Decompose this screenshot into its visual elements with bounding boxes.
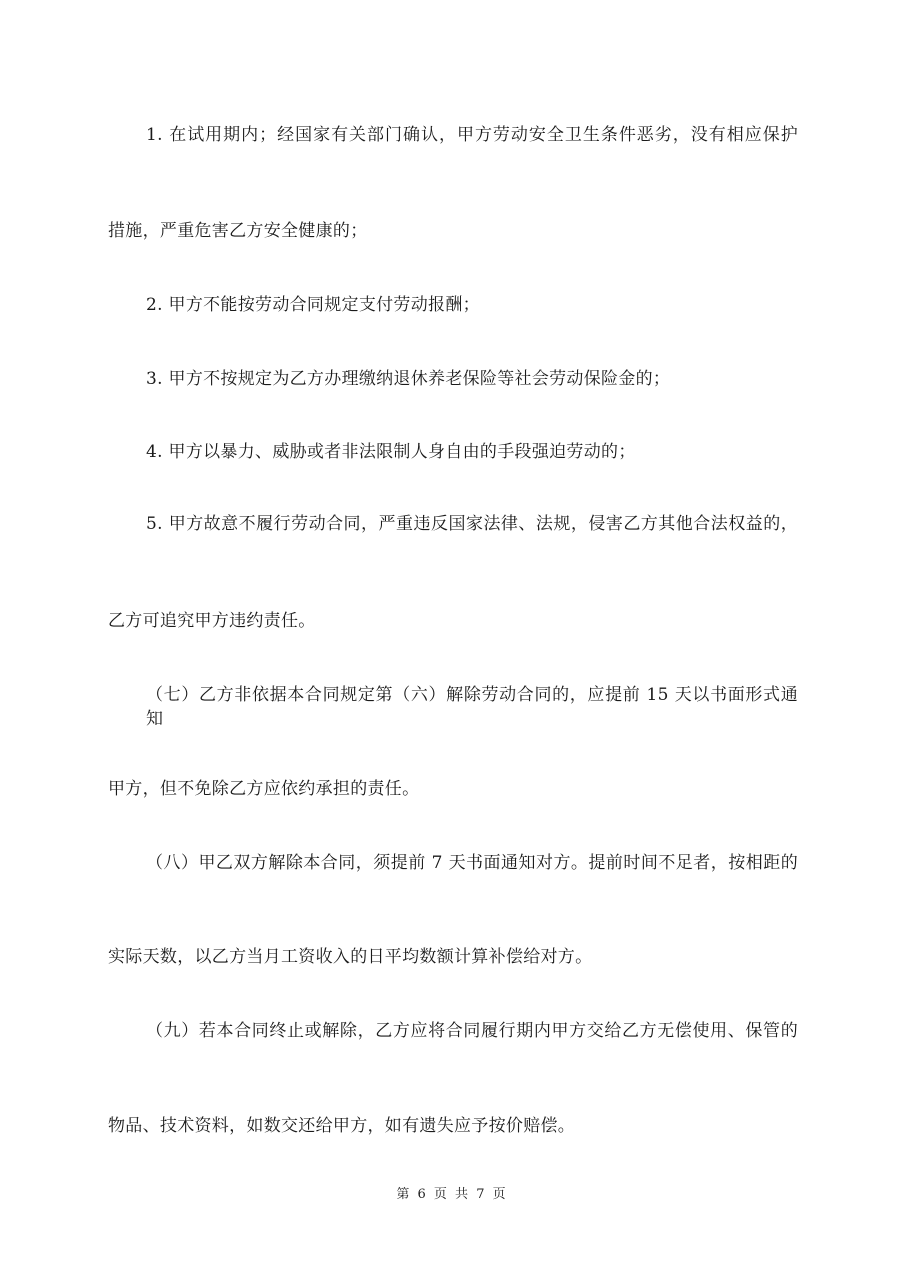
text-line: 措施，严重危害乙方安全健康的； bbox=[108, 221, 368, 241]
text-line: 甲方，但不免除乙方应依约承担的责任。 bbox=[108, 779, 420, 799]
text-line: 3. 甲方不按规定为乙方办理缴纳退休养老保险等社会劳动保险金的； bbox=[146, 369, 671, 389]
text-line: 物品、技术资料，如数交还给甲方，如有遗失应予按价赔偿。 bbox=[108, 1116, 576, 1136]
text-line: （八）甲乙双方解除本合同，须提前 7 天书面通知对方。提前时间不足者，按相距的 bbox=[146, 853, 798, 873]
text-line: 实际天数，以乙方当月工资收入的日平均数额计算补偿给对方。 bbox=[108, 947, 593, 967]
text-line: 乙方可追究甲方违约责任。 bbox=[108, 611, 316, 631]
text-line: （九）若本合同终止或解除，乙方应将合同履行期内甲方交给乙方无偿使用、保管的 bbox=[146, 1021, 798, 1041]
text-line: 5. 甲方故意不履行劳动合同，严重违反国家法律、法规，侵害乙方其他合法权益的， bbox=[146, 514, 798, 534]
page-footer: 第 6 页 共 7 页 bbox=[396, 1187, 508, 1202]
text-line: 4. 甲方以暴力、威胁或者非法限制人身自由的手段强迫劳动的； bbox=[146, 442, 636, 462]
text-line: 1. 在试用期内；经国家有关部门确认，甲方劳动安全卫生条件恶劣，没有相应保护 bbox=[146, 125, 798, 145]
text-line: （七）乙方非依据本合同规定第（六）解除劳动合同的，应提前 15 天以书面形式通知 bbox=[146, 685, 798, 729]
text-line: 2. 甲方不能按劳动合同规定支付劳动报酬； bbox=[146, 295, 480, 315]
